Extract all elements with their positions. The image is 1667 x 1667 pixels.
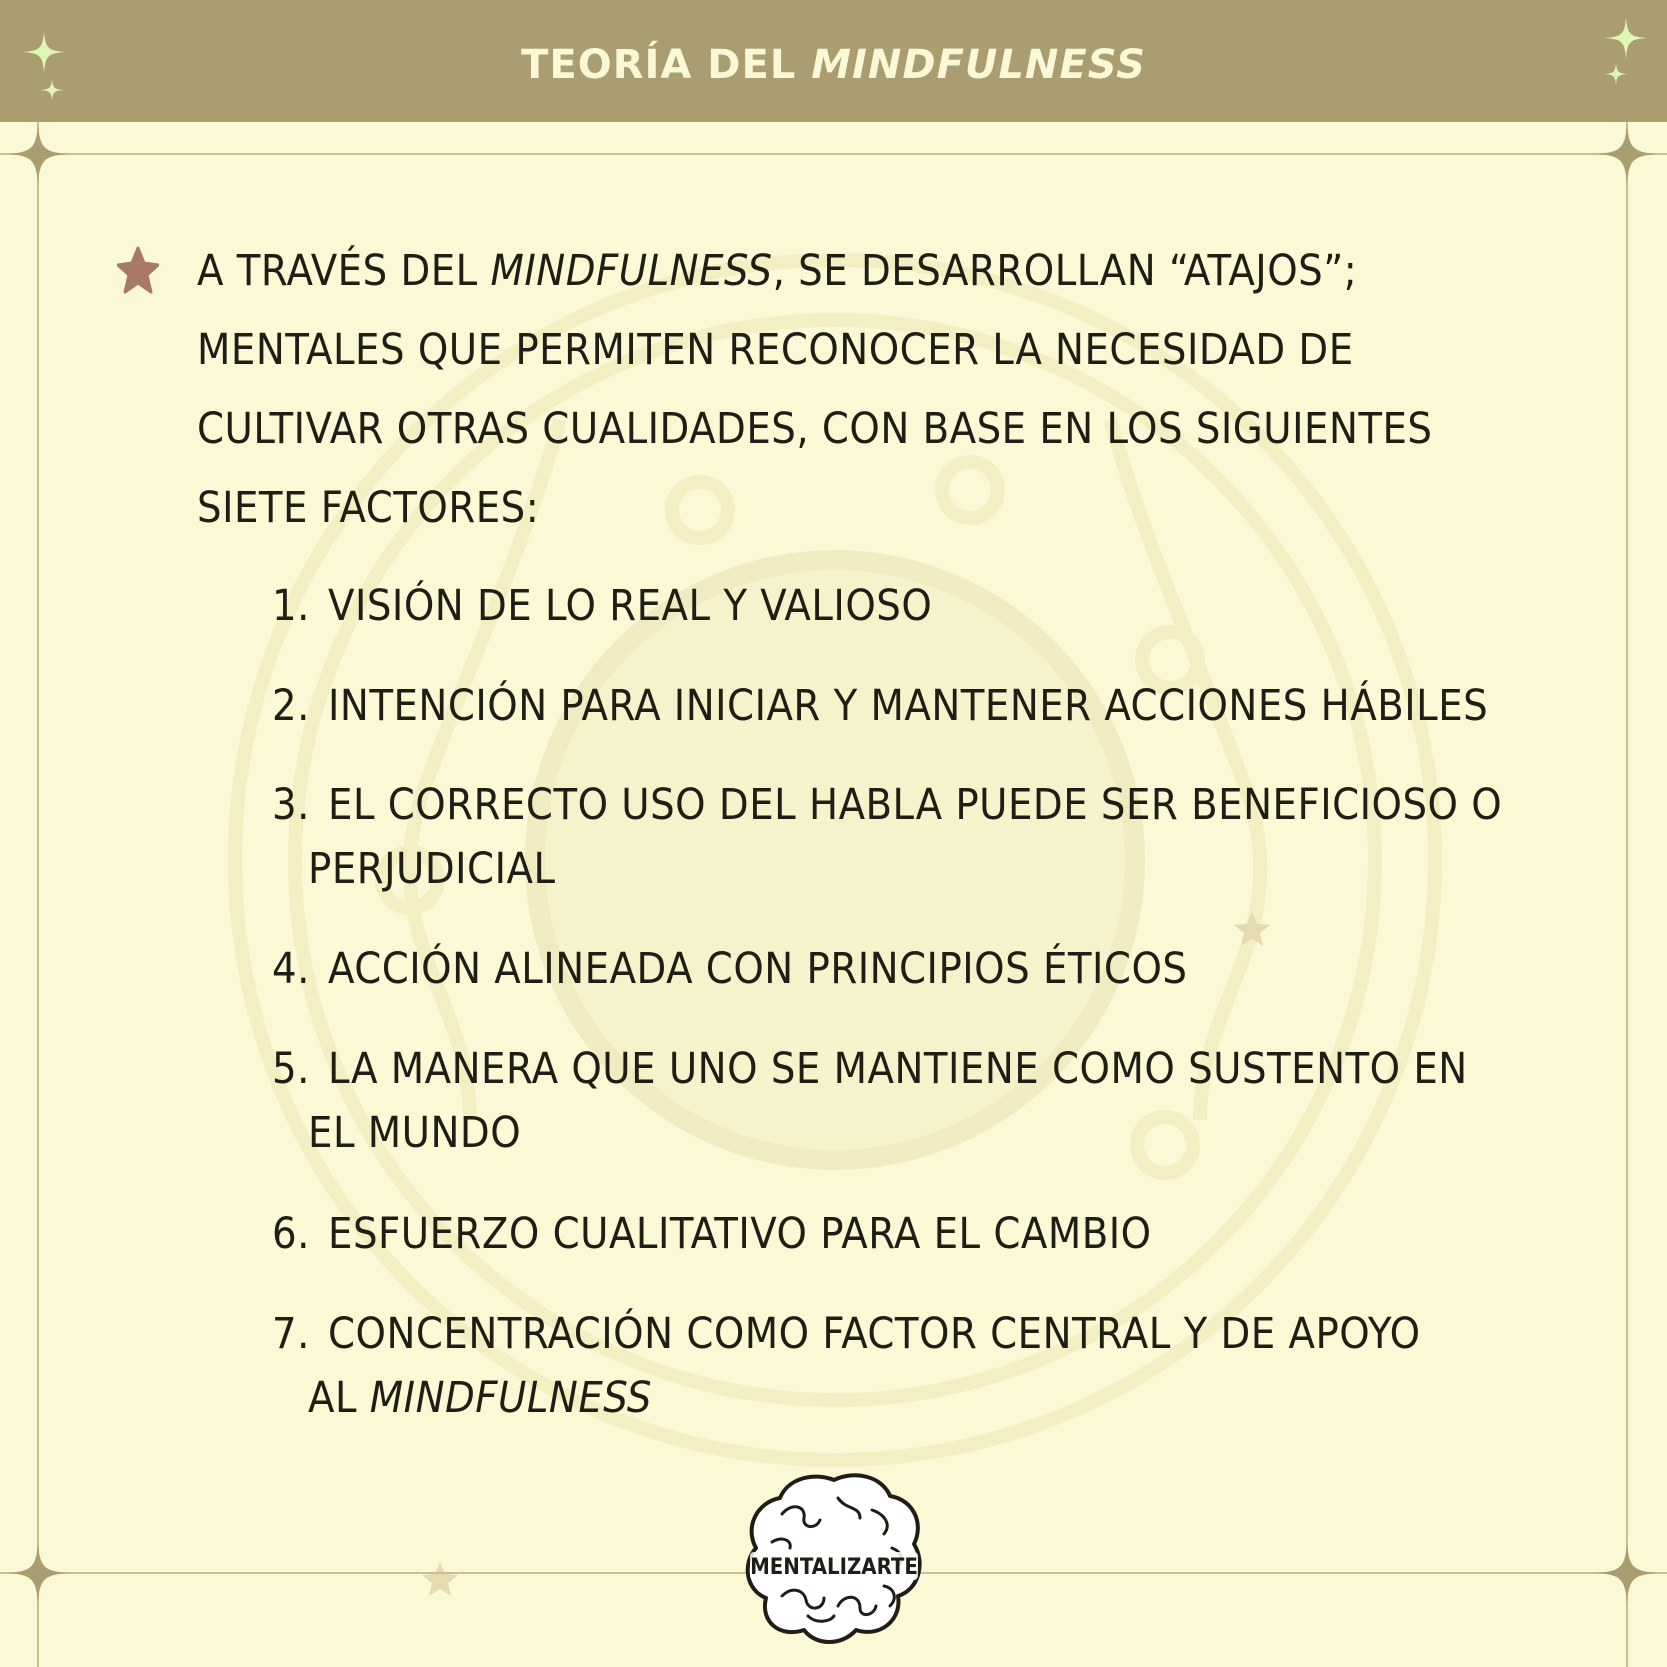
list-item-text: CONCENTRACIÓN COMO FACTOR CENTRAL Y DE APOYO bbox=[328, 1309, 1421, 1359]
list-item-number: 4. bbox=[272, 944, 310, 994]
list-item bbox=[272, 1202, 1532, 1266]
list-item-number: 5. bbox=[272, 1044, 310, 1094]
list-item-number: 3. bbox=[272, 780, 310, 830]
list-item-number: 1. bbox=[272, 581, 310, 631]
intro-text-before: A TRAVÉS DEL bbox=[197, 246, 491, 296]
list-item-text: ESFUERZO CUALITATIVO PARA EL CAMBIO bbox=[328, 1209, 1152, 1259]
list-item bbox=[272, 937, 1532, 1001]
list-item bbox=[272, 773, 1532, 901]
intro-text-after: , SE DESARROLLAN “ATAJOS”; MENTALES QUE PERMITEN RECONOCER LA NECESIDAD DE CULTIVAR OTRAS CUALIDADES, CON BASE EN LOS SIGUIENTES SIETE FACTORES: bbox=[197, 246, 1433, 533]
list-item-continuation-prefix: AL bbox=[308, 1373, 370, 1423]
page-title-emphasis: MINDFULNESS bbox=[811, 42, 1146, 88]
list-item-text: LA MANERA QUE UNO SE MANTIENE COMO SUSTENTO EN bbox=[328, 1044, 1468, 1094]
list-item-number: 7. bbox=[272, 1309, 310, 1359]
list-item-number: 6. bbox=[272, 1209, 310, 1259]
star-bullet-icon bbox=[117, 246, 159, 294]
list-item bbox=[272, 574, 1532, 638]
list-item-continuation-emphasis: MINDFULNESS bbox=[369, 1373, 652, 1423]
intro-paragraph bbox=[197, 232, 1527, 548]
list-item-text: VISIÓN DE LO REAL Y VALIOSO bbox=[328, 581, 933, 631]
list-item bbox=[272, 674, 1532, 738]
logo bbox=[742, 1466, 926, 1650]
logo-text: MENTALIZARTE bbox=[750, 1555, 918, 1580]
list-item-continuation bbox=[272, 1366, 1532, 1430]
list-item-text: EL CORRECTO USO DEL HABLA PUEDE SER BENEFICIOSO O bbox=[328, 780, 1503, 830]
intro-emphasis: MINDFULNESS bbox=[490, 246, 773, 296]
list-item-continuation: EL MUNDO bbox=[308, 1108, 522, 1158]
list-item-text: ACCIÓN ALINEADA CON PRINCIPIOS ÉTICOS bbox=[328, 944, 1188, 994]
list-item-text: INTENCIÓN PARA INICIAR Y MANTENER ACCIONES HÁBILES bbox=[328, 681, 1489, 731]
list-item-continuation: PERJUDICIAL bbox=[308, 844, 556, 894]
list-item bbox=[272, 1302, 1532, 1430]
page-title-prefix: TEORÍA DEL bbox=[521, 42, 812, 88]
list-item-number: 2. bbox=[272, 681, 310, 731]
list-item bbox=[272, 1037, 1532, 1165]
